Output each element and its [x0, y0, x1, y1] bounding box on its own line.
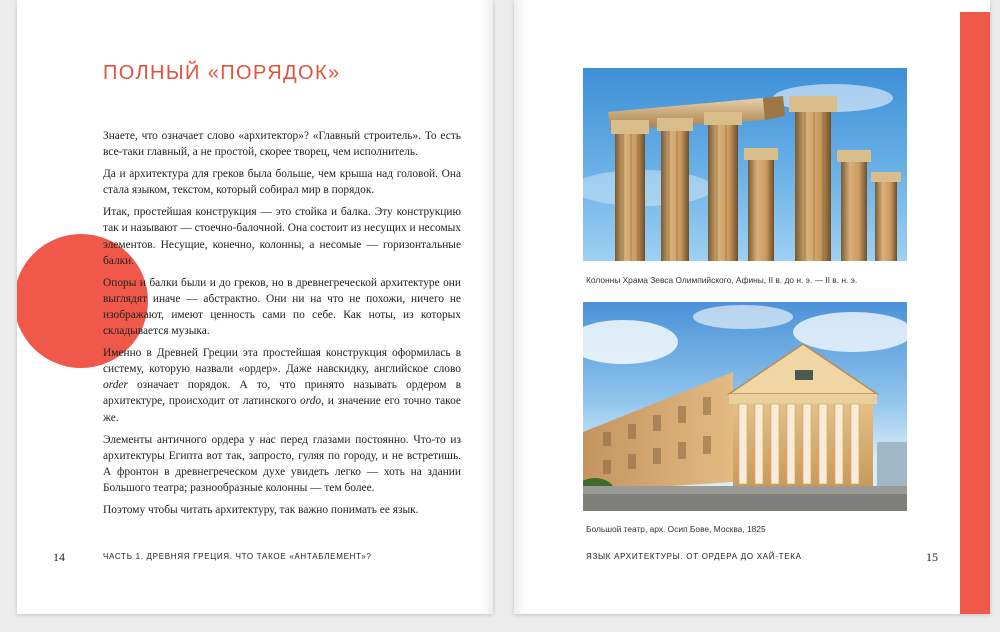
running-head: ЯЗЫК АРХИТЕКТУРЫ. ОТ ОРДЕРА ДО ХАЙ-ТЕКА — [586, 552, 802, 561]
italic-word: ordo — [300, 395, 322, 408]
photo-caption: Большой театр, арх. Осип Бове, Москва, 1825 — [586, 524, 766, 534]
paragraph — [103, 345, 461, 425]
text-run: Именно в Древней Греции эта простейшая конструкция оформилась в систему, которую назвали «ордер». Даже навскидку, английское слово — [103, 347, 461, 376]
page-number: 14 — [53, 550, 65, 564]
bolshoi-theatre-photo — [583, 302, 907, 511]
photo-caption: Колонны Храма Зевса Олимпийского, Афины, II в. до н. э. — II в. н. э. — [586, 275, 858, 285]
page-number: 15 — [926, 550, 938, 564]
red-accent-bar — [960, 12, 990, 614]
right-page — [514, 0, 990, 614]
text-run: означает порядок. А то, что принято называть ордером в архитектуре, происходит от латинского — [103, 379, 461, 408]
bolshoi-theatre-illustration — [583, 302, 907, 511]
italic-word: order — [103, 379, 128, 392]
paragraph: Опоры и балки были и до греков, но в древнегреческой архитектуре они выглядят иначе — абстрактно. Они ни на что не похожи, ничего не изображают, имеют ценность сами по себе. Как ноты, из которых складывается музыка. — [103, 276, 461, 338]
paragraph: Поэтому чтобы читать архитектуру, так важно понимать ее язык. — [103, 503, 419, 516]
body-text — [103, 128, 461, 524]
paragraph: Элементы античного ордера у нас перед глазами постоянно. Что-то из архитектуры Египта вот так, запросто, гуляя по городу, и не встретишь. А фронтон в древнегреческом духе увидеть легко — хоть на здании Большого театра; разнообразные колонны — тем более. — [103, 433, 461, 494]
spine-shadow — [481, 0, 493, 614]
paragraph: Знаете, что означает слово «архитектор»? «Главный строитель». То есть все-таки главный, а не простой, скорее творец, чем исполнитель. — [103, 130, 461, 159]
temple-columns-illustration — [583, 68, 907, 261]
temple-columns-photo — [583, 68, 907, 261]
running-head: ЧАСТЬ 1. ДРЕВНЯЯ ГРЕЦИЯ. ЧТО ТАКОЕ «АНТАБЛЕМЕНТ»? — [103, 552, 372, 561]
left-page — [17, 0, 493, 614]
text-run: , и значение его точно такое же. — [103, 395, 461, 424]
paragraph: Итак, простейшая конструкция — это стойка и балка. Эту конструкцию так и называют — стоечно-балочной. Она состоит из несущих и несомых элементов. Несущие, конечно, колонны, а несомые — горизонтальные балки. — [103, 206, 461, 267]
page-title: ПОЛНЫЙ «ПОРЯДОК» — [103, 62, 341, 84]
spine-shadow — [514, 0, 526, 614]
paragraph: Да и архитектура для греков была больше, чем крыша над головой. Она стала языком, текстом, который собирал мир в порядок. — [103, 168, 461, 197]
